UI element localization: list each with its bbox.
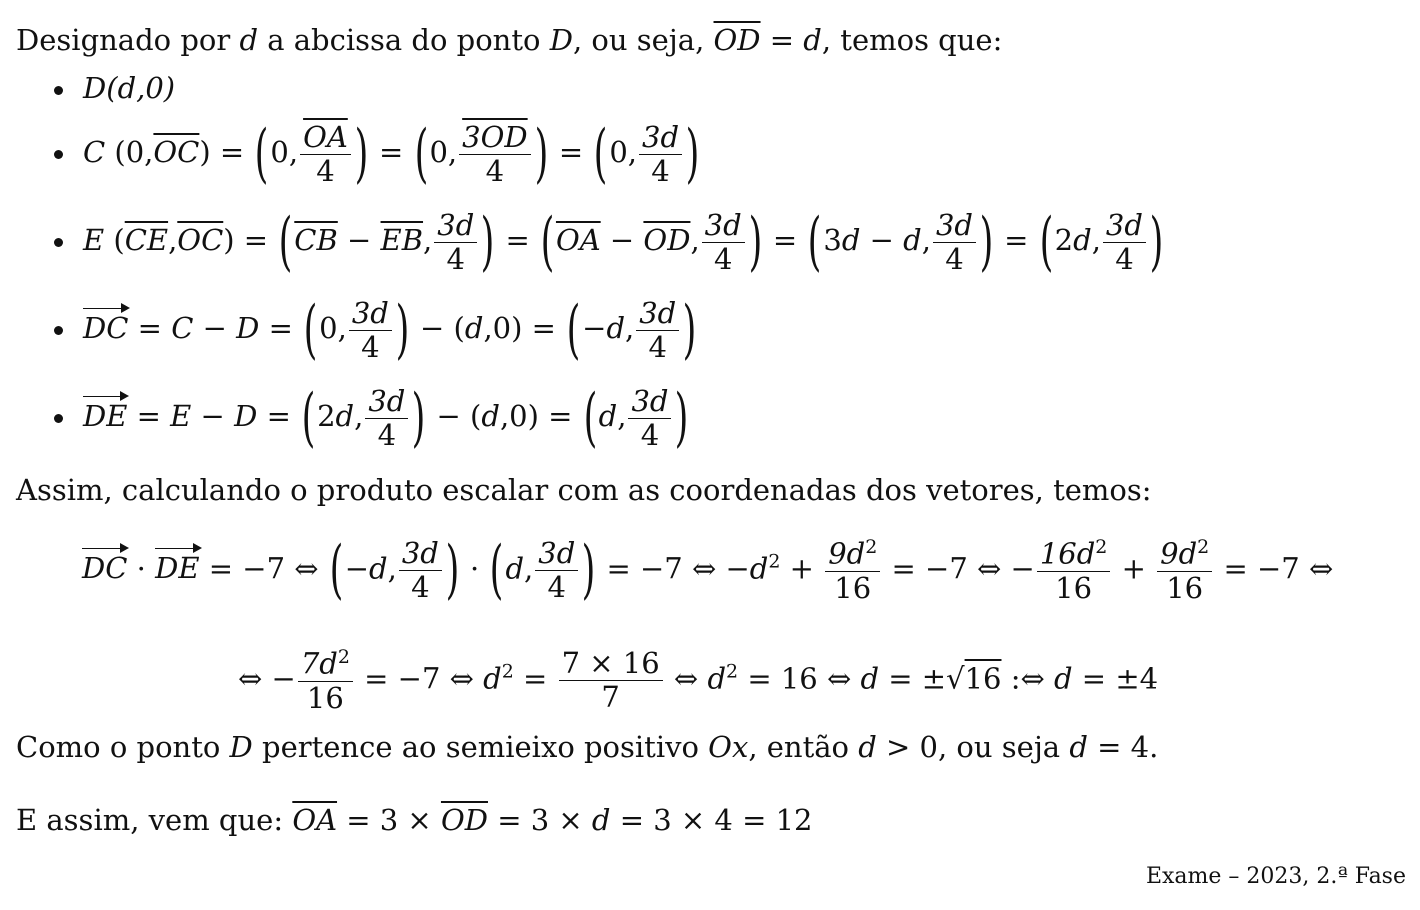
equation-2: ⇔ − $\frac{7d^2}{16}$ = −7 ⇔ $d^2$ = $\frac{7 \times 16}{7}$ ⇔ $d^2 = 16$ ⇔ d = ±√16 :⇔ d = ±4	[238, 645, 1159, 715]
bullet-C: C $(0,\overline{OC}) = (0$, $\frac{\overline{OA}}{4}$ ) = (0, $\frac{3OD}{4}$ ) = (0, $\frac{3d}{4}$ )	[54, 122, 701, 186]
bullet-icon	[54, 326, 63, 335]
fraction: $\frac{3d}{4}$	[639, 123, 682, 186]
bullet-icon	[54, 238, 63, 247]
bullet-icon	[54, 414, 63, 423]
bullet-E: E $(\overline{CE},\overline{OC}) = (\overline{CB} - \overline{EB}$, $\frac{3d}{4}$ ) = ($\overline{OA} - \overline{OD}$, $\frac{3d}{4}$ ) = (3d − d, $\frac{3d}{4}$ ) = (2d, $\frac{3d}{4}$ )	[54, 210, 1165, 274]
fraction: $\frac{3OD}{4}$	[459, 123, 530, 186]
bullet-icon	[54, 86, 63, 95]
assim-text: Assim, calculando o produto escalar com as coordenadas dos vetores, temos:	[16, 473, 1152, 507]
bullet-icon	[54, 150, 63, 159]
conclusion-text: Como o ponto D pertence ao semieixo positivo Ox, então d > 0, ou seja d = 4.	[16, 730, 1159, 764]
fraction: $\frac{\overline{OA}}{4}$	[300, 123, 351, 186]
equation-1: DC · DE = −7 ⇔ (−d, $\frac{3d}{4}$ ) · (d, $\frac{3d}{4}$ ) = −7 ⇔ $-d^2$ + $\frac{9d^2}{16}$ = −7 ⇔ − $\frac{16d^2}{16}$ + $\frac{9d^2}{16}$ = −7 ⇔	[82, 533, 1334, 608]
source-label: Exame – 2023, 2.ª Fase	[1145, 864, 1406, 889]
bullet-D: D(d,0)	[54, 74, 175, 103]
intro-line: Designado por d a abcissa do ponto D, ou seja, $\overline{OD} = d$, temos que:	[16, 23, 1003, 57]
bullet-DE: DE = E − D = (2d, $\frac{3d}{4}$ ) − (d,0) = (d, $\frac{3d}{4}$ )	[54, 386, 690, 450]
final-text: E assim, vem que: $\overline{OA} = 3 \times \overline{OD} = 3 \times d = 3 \times 4 = 12$	[16, 803, 813, 837]
bullet-DC: DC = C − D = (0, $\frac{3d}{4}$ ) − (d,0) = (−d, $\frac{3d}{4}$ )	[54, 298, 698, 362]
